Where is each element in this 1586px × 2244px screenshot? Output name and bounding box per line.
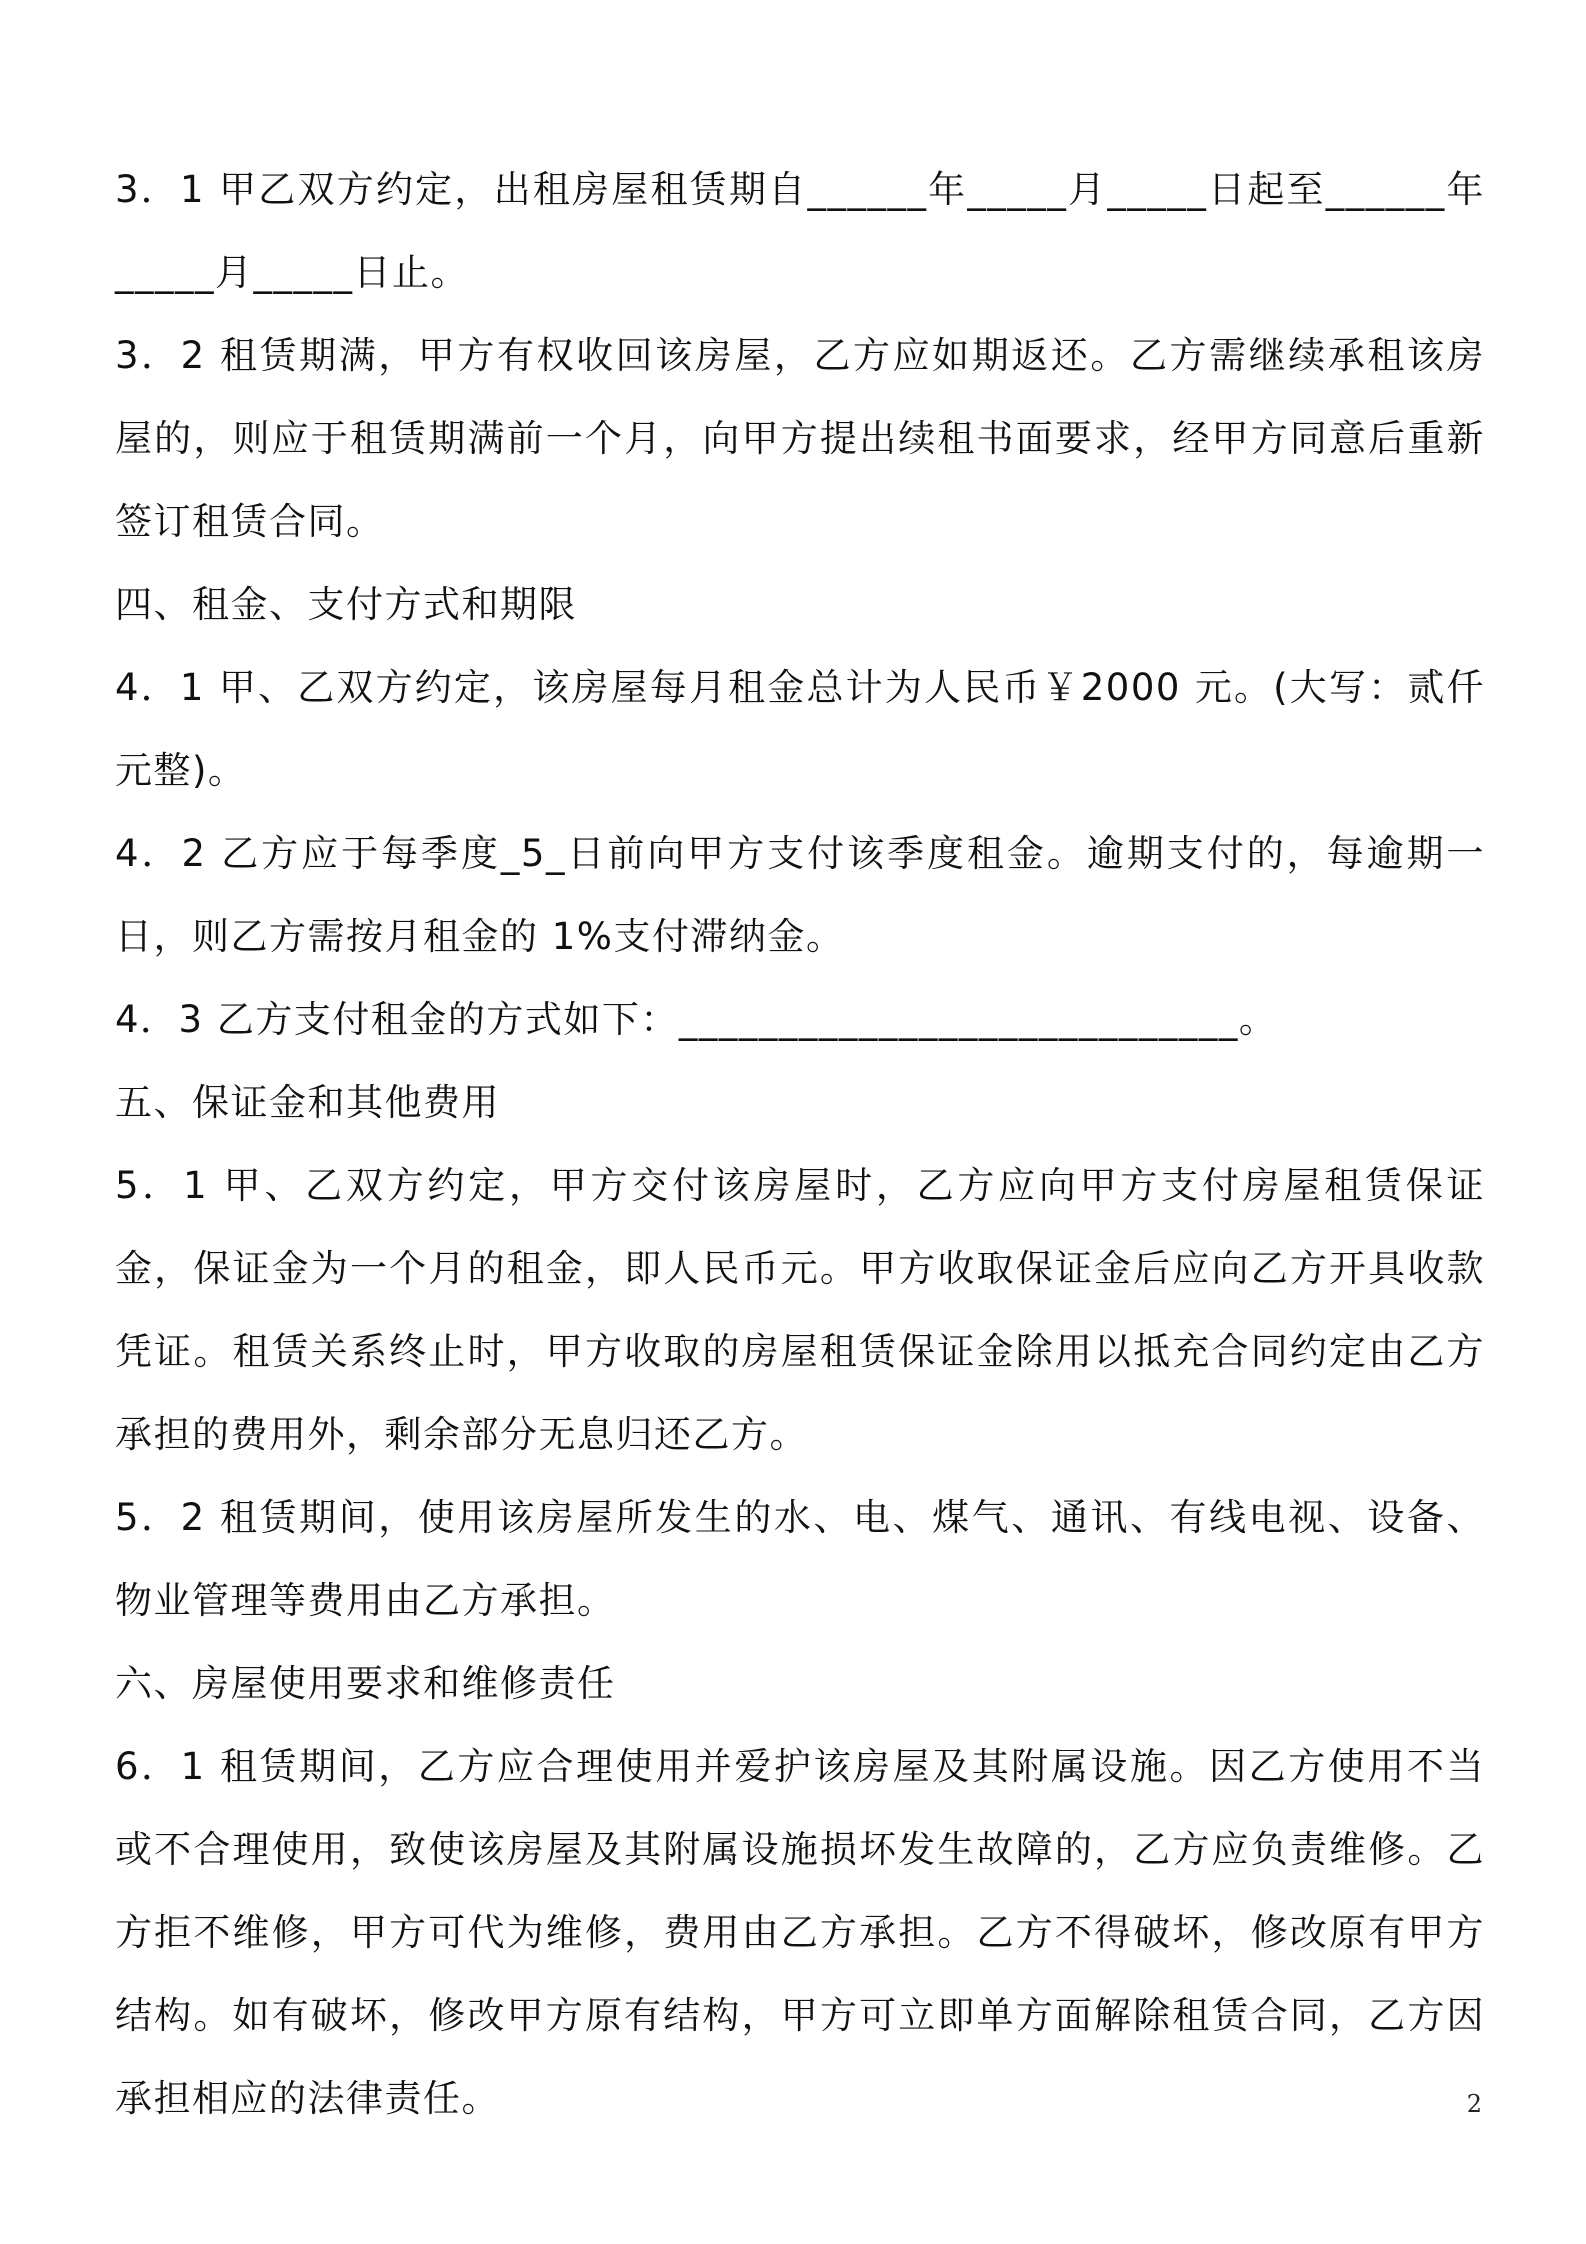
clause-6-1: 6．1 租赁期间，乙方应合理使用并爱护该房屋及其附属设施。因乙方使用不当或不合理使用，致使该房屋及其附属设施损坏发生故障的，乙方应负责维修。乙方拒不维修，甲方可代为维修，费用由乙方承担。乙方不得破坏，修改原有甲方结构。如有破坏，修改甲方原有结构，甲方可立即单方面解除租赁合同，乙方因承担相应的法律责任。 xyxy=(115,1745,1485,2120)
document-body xyxy=(115,148,1485,2140)
clause-5-1: 5．1 甲、乙双方约定，甲方交付该房屋时，乙方应向甲方支付房屋租赁保证金，保证金为一个月的租金，即人民币元。甲方收取保证金后应向乙方开具收款凭证。租赁关系终止时，甲方收取的房屋租赁保证金除用以抵充合同约定由乙方承担的费用外，剩余部分无息归还乙方。 xyxy=(115,1164,1485,1456)
section-heading-deposit: 五、保证金和其他费用 xyxy=(115,1081,500,1124)
page-number: 2 xyxy=(1466,2090,1482,2118)
section-heading-rent: 四、租金、支付方式和期限 xyxy=(115,583,577,626)
clause-5-2: 5．2 租赁期间，使用该房屋所发生的水、电、煤气、通讯、有线电视、设备、物业管理等费用由乙方承担。 xyxy=(115,1496,1485,1622)
clause-4-3: 4．3 乙方支付租金的方式如下：____________________________。 xyxy=(115,998,1278,1041)
clause-3-1: 3．1 甲乙双方约定，出租房屋租赁期自______年_____月_____日起至______年_____月_____日止。 xyxy=(115,168,1485,294)
clause-3-2: 3．2 租赁期满，甲方有权收回该房屋，乙方应如期返还。乙方需继续承租该房屋的，则应于租赁期满前一个月，向甲方提出续租书面要求，经甲方同意后重新签订租赁合同。 xyxy=(115,334,1485,543)
section-heading-usage: 六、房屋使用要求和维修责任 xyxy=(115,1662,616,1705)
clause-4-2: 4．2 乙方应于每季度_5_日前向甲方支付该季度租金。逾期支付的，每逾期一日，则乙方需按月租金的 1%支付滞纳金。 xyxy=(115,832,1485,958)
clause-4-1: 4．1 甲、乙双方约定，该房屋每月租金总计为人民币￥2000 元。(大写：贰仟元整)。 xyxy=(115,666,1485,792)
